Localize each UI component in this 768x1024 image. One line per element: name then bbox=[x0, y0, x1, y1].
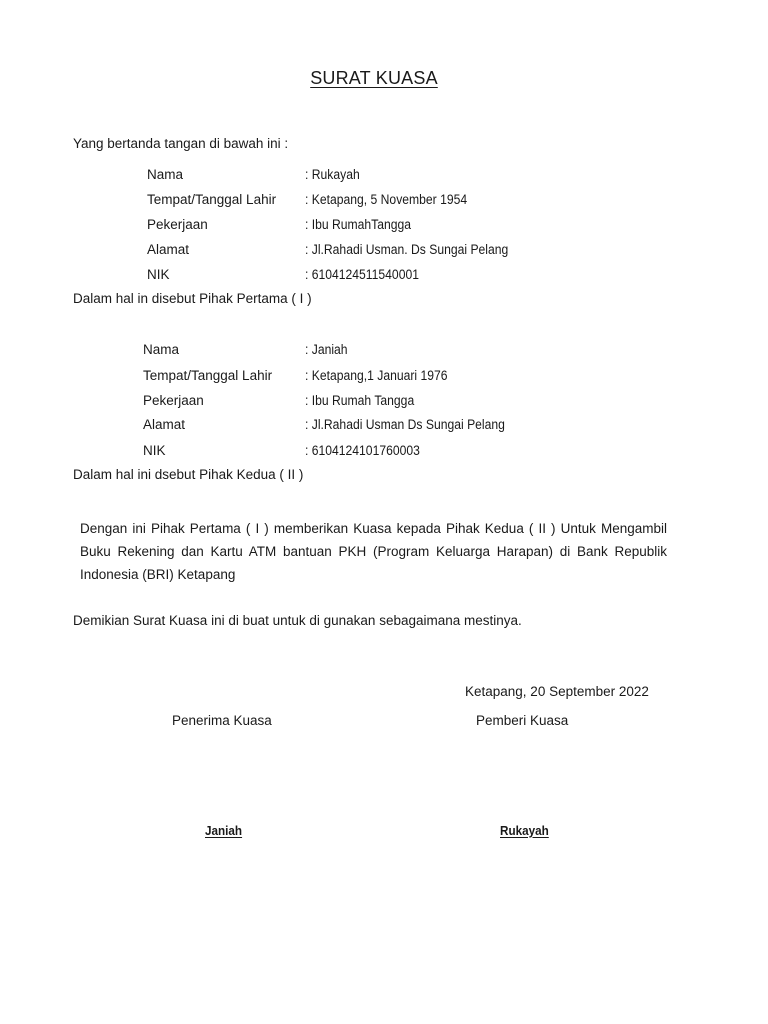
first-party-designation: Dalam hal in disebut Pihak Pertama ( I ) bbox=[73, 291, 312, 306]
first-party-label-address: Alamat bbox=[147, 242, 190, 257]
closing-text: Demikian Surat Kuasa ini di buat untuk di gunakan sebagaimana mestinya. bbox=[73, 613, 522, 628]
giver-label: Pemberi Kuasa bbox=[476, 713, 569, 728]
first-party-label-name: Nama bbox=[147, 167, 184, 182]
second-party-value-birth: : Ketapang,1 Januari 1976 bbox=[305, 368, 448, 383]
first-party-value-address: : Jl.Rahadi Usman. Ds Sungai Pelang bbox=[305, 242, 509, 257]
document-title: SURAT KUASA bbox=[310, 68, 438, 88]
first-party-value-nik: : 6104124511540001 bbox=[305, 267, 419, 282]
second-party-value-address: : Jl.Rahadi Usman Ds Sungai Pelang bbox=[305, 417, 505, 432]
second-party-value-job: : Ibu Rumah Tangga bbox=[305, 393, 415, 408]
first-party-value-name: : Rukayah bbox=[305, 167, 360, 182]
second-party-label-birth: Tempat/Tanggal Lahir bbox=[143, 368, 273, 383]
second-party-value-nik: : 6104124101760003 bbox=[305, 443, 420, 458]
receiver-label: Penerima Kuasa bbox=[172, 713, 272, 728]
intro-text: Yang bertanda tangan di bawah ini : bbox=[73, 136, 289, 151]
second-party-value-name: : Janiah bbox=[305, 342, 348, 357]
first-party-label-nik: NIK bbox=[147, 267, 170, 282]
receiver-signature-name: Janiah bbox=[205, 823, 243, 838]
place-date: Ketapang, 20 September 2022 bbox=[465, 684, 649, 699]
first-party-value-job: : Ibu RumahTangga bbox=[305, 217, 412, 232]
second-party-label-job: Pekerjaan bbox=[143, 393, 204, 408]
first-party-label-job: Pekerjaan bbox=[147, 217, 208, 232]
first-party-label-birth: Tempat/Tanggal Lahir bbox=[147, 192, 277, 207]
second-party-designation: Dalam hal ini dsebut Pihak Kedua ( II ) bbox=[73, 467, 304, 482]
second-party-label-nik: NIK bbox=[143, 443, 166, 458]
giver-signature-name: Rukayah bbox=[500, 823, 549, 838]
body-paragraph: Dengan ini Pihak Pertama ( I ) memberikan Kuasa kepada Pihak Kedua ( II ) Untuk Mengambil Buku Rekening dan Kartu ATM bantuan PKH (Program Keluarga Harapan) di Bank Republik Indonesia (BRI) Ketapang bbox=[80, 521, 667, 582]
second-party-label-name: Nama bbox=[143, 342, 180, 357]
first-party-value-birth: : Ketapang, 5 November 1954 bbox=[305, 192, 468, 207]
second-party-label-address: Alamat bbox=[143, 417, 186, 432]
